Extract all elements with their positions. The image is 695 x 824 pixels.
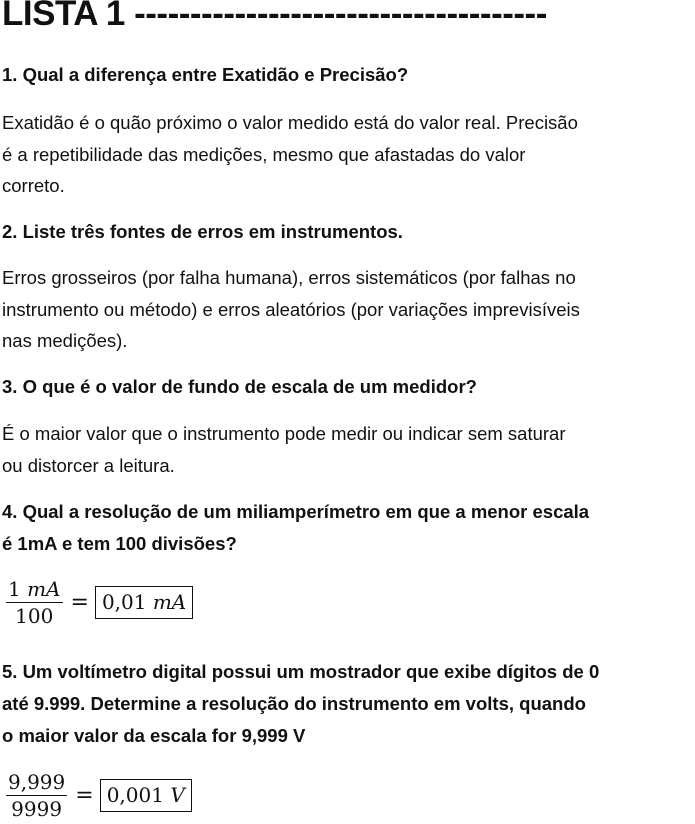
formula-5 (6, 770, 192, 820)
document-title: LISTA 1 ------------------------------------- (2, 0, 547, 33)
formula-5-numerator: 9,999 (8, 770, 66, 794)
formula-4-numerator (6, 577, 63, 603)
question-4-line-2: é 1mA e tem 100 divisões? (2, 533, 237, 554)
formula-4 (6, 577, 193, 627)
formula-5-denominator: 9999 (11, 797, 63, 821)
formula-4-result-unit: mA (152, 589, 187, 614)
question-1: 1. Qual a diferença entre Exatidão e Precisão? (2, 64, 409, 85)
formula-5-result (100, 779, 192, 812)
formula-5-fraction (6, 770, 67, 820)
answer-2-line-1: Erros grosseiros (por falha humana), erros sistemáticos (por falhas no (2, 267, 576, 288)
answer-2-line-3: nas medições). (2, 330, 128, 351)
question-5-line-3: o maior valor da escala for 9,999 V (2, 725, 306, 746)
answer-1-line-1: Exatidão é o quão próximo o valor medido está do valor real. Precisão (2, 112, 578, 133)
answer-1-line-2: é a repetibilidade das medições, mesmo que afastadas do valor (2, 143, 526, 165)
formula-4-numerator-unit: mA (27, 577, 61, 601)
question-2: 2. Liste três fontes de erros em instrumentos. (2, 221, 403, 242)
answer-3-line-2: ou distorcer a leitura. (2, 454, 175, 476)
question-5 (2, 656, 695, 752)
question-5-line-1: 5. Um voltímetro digital possui um mostrador que exibe dígitos de 0 (2, 661, 600, 682)
answer-2-line-2: instrumento ou método) e erros aleatórios (por variações imprevisíveis (2, 298, 580, 320)
formula-5-equals: = (75, 782, 94, 808)
answer-1 (2, 107, 695, 202)
answer-2 (2, 262, 695, 357)
question-3: 3. O que é o valor de fundo de escala de um medidor? (2, 376, 477, 397)
question-4 (2, 496, 695, 560)
formula-4-denominator: 100 (15, 604, 54, 628)
formula-4-result (95, 586, 193, 619)
formula-5-result-value: 0,001 (106, 782, 164, 807)
question-4-line-1: 4. Qual a resolução de um miliamperímetro em que a menor escala (2, 501, 590, 522)
question-5-line-2: até 9.999. Determine a resolução do instrumento em volts, quando (2, 693, 586, 714)
answer-3 (2, 418, 695, 481)
formula-5-result-unit: V (170, 782, 185, 807)
answer-3-line-1: É o maior valor que o instrumento pode medir ou indicar sem saturar (2, 423, 566, 444)
formula-4-equals: = (70, 589, 89, 615)
formula-4-fraction (6, 577, 63, 627)
formula-4-numerator-value: 1 (8, 577, 21, 601)
answer-1-line-3: correto. (2, 175, 65, 196)
formula-4-result-value: 0,01 (101, 589, 147, 614)
